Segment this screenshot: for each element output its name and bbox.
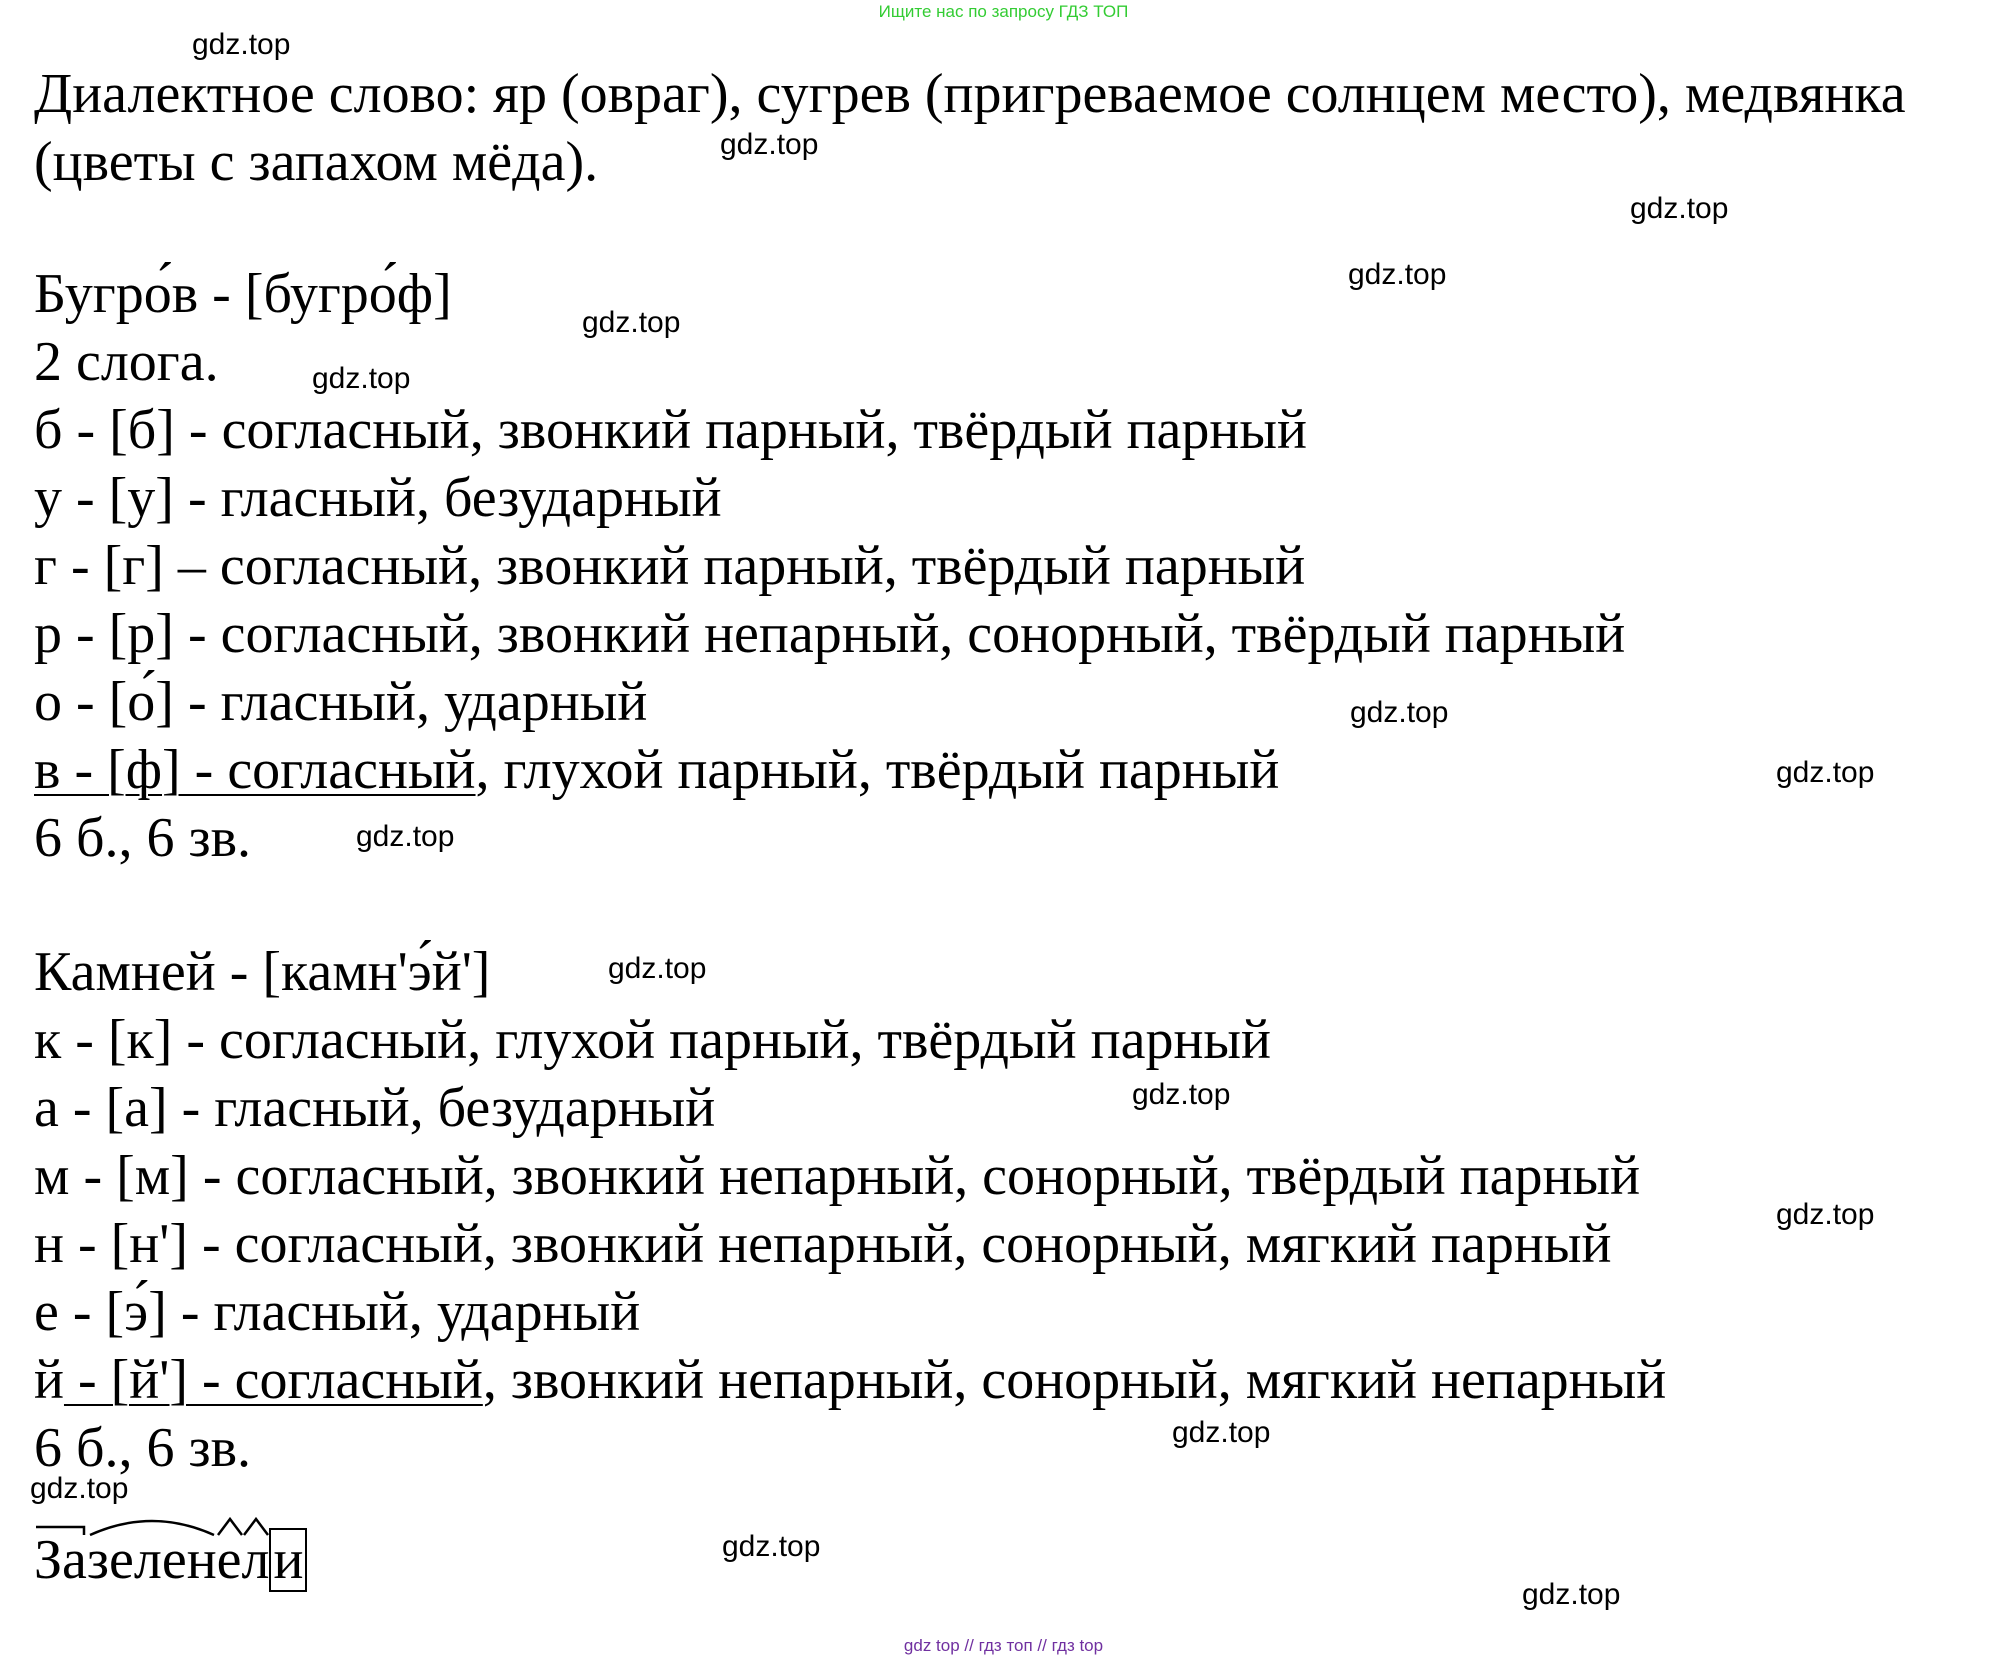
watermark: gdz.top: [30, 1472, 129, 1505]
watermark: gdz.top: [1350, 696, 1449, 729]
watermark: gdz.top: [720, 128, 819, 161]
word2-letter-row: е - [э́] - гласный, ударный: [34, 1281, 641, 1343]
intro-line-2: (цветы с запахом мёда).: [34, 131, 599, 193]
watermark: gdz.top: [356, 820, 455, 853]
word2-letter-row-last: [34, 1348, 1666, 1412]
word2-title: Камней - [камн'э́й']: [34, 941, 491, 1003]
word1-letter-row-last: [34, 738, 1279, 802]
word2-letter-row: а - [а] - гласный, безударный: [34, 1077, 716, 1139]
word2-letter-row: к - [к] - согласный, глухой парный, твёрдый парный: [34, 1009, 1272, 1071]
word3-parse: [34, 1528, 307, 1592]
word2-count: 6 б., 6 зв.: [34, 1417, 252, 1479]
watermark: gdz.top: [1132, 1078, 1231, 1111]
watermark: gdz.top: [608, 952, 707, 985]
word2-last-underlined: - [й'] - согласный: [63, 1349, 483, 1411]
watermark: gdz.top: [1776, 756, 1875, 789]
word2-last-rest: , звонкий непарный, сонорный, мягкий непарный: [482, 1349, 1667, 1411]
watermark: gdz.top: [582, 306, 681, 339]
watermark: gdz.top: [312, 362, 411, 395]
watermark: gdz.top: [192, 28, 291, 61]
word2-last-first: й: [34, 1349, 64, 1411]
word2-letter-row: м - [м] - согласный, звонкий непарный, сонорный, твёрдый парный: [34, 1145, 1641, 1207]
word1-letter-row: о - [о́] - гласный, ударный: [34, 671, 648, 733]
word1-count: 6 б., 6 зв.: [34, 807, 252, 869]
word1-last-underlined: в - [ф] - согласный: [34, 739, 476, 801]
bottom-banner: gdz top // гдз топ // гдз top: [903, 1636, 1104, 1655]
top-banner: Ищите нас по запросу ГДЗ ТОП: [878, 2, 1129, 21]
word3-ending: и: [269, 1528, 307, 1592]
word1-letter-row: б - [б] - согласный, звонкий парный, твёрдый парный: [34, 399, 1307, 461]
watermark: gdz.top: [1776, 1198, 1875, 1231]
word1-letter-row: у - [у] - гласный, безударный: [34, 467, 722, 529]
word2-letter-row: н - [н'] - согласный, звонкий непарный, сонорный, мягкий парный: [34, 1213, 1612, 1275]
word1-letter-row: г - [г] – согласный, звонкий парный, твёрдый парный: [34, 535, 1306, 597]
word1-syllables: 2 слога.: [34, 331, 219, 393]
watermark: gdz.top: [1630, 192, 1729, 225]
word1-last-rest: , глухой парный, твёрдый парный: [475, 739, 1280, 801]
word1-title: Бугро́в - [бугро́ф]: [34, 263, 452, 325]
intro-line-1: Диалектное слово: яр (овраг), сугрев (пригреваемое солнцем место), медвянка: [34, 63, 1906, 125]
watermark: gdz.top: [1348, 258, 1447, 291]
watermark: gdz.top: [1172, 1416, 1271, 1449]
word1-letter-row: р - [р] - согласный, звонкий непарный, сонорный, твёрдый парный: [34, 603, 1626, 665]
watermark: gdz.top: [1522, 1578, 1621, 1611]
watermark: gdz.top: [722, 1530, 821, 1563]
word3-stem: Зазеленел: [34, 1529, 270, 1591]
